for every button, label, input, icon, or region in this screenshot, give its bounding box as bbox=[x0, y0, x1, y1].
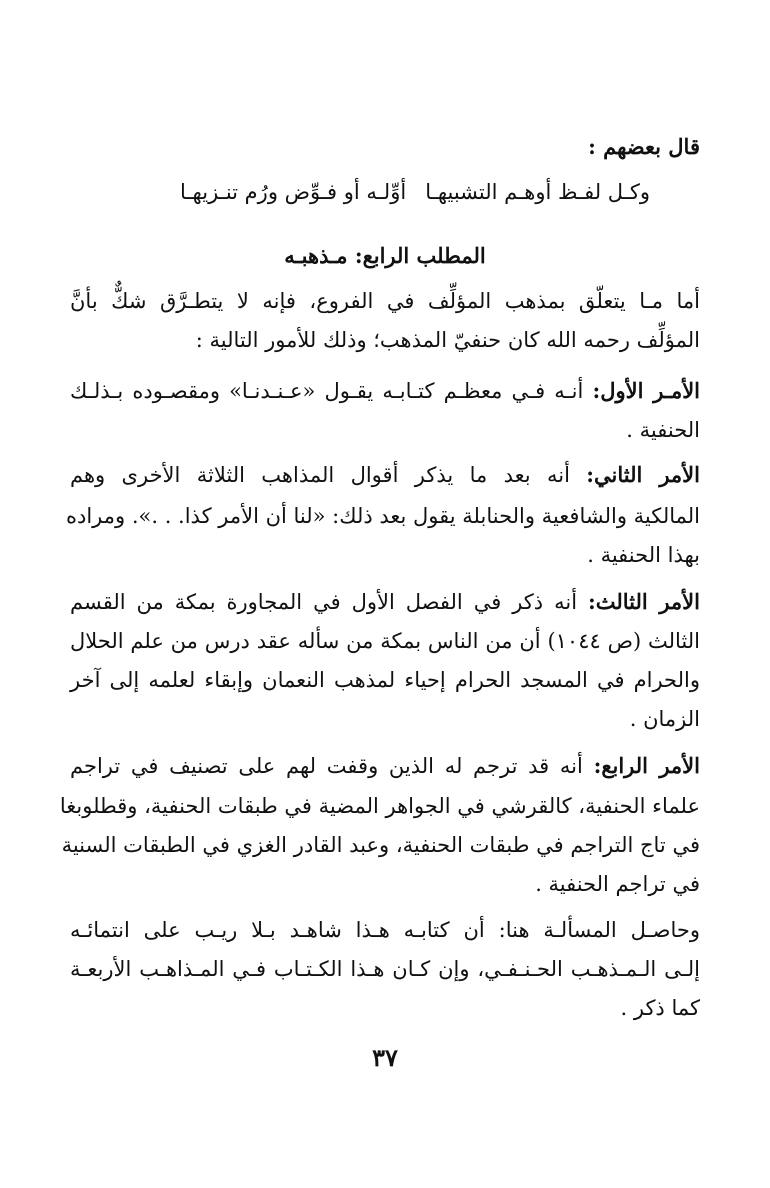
item-text: أنه قد ترجم له الذين وقفت لهم على تصنيف في تراجم bbox=[70, 754, 583, 778]
item-line: الثالث (ص ١٠٤٤) أن من الناس بمكة من سأله عقد درس من علم الحلال bbox=[70, 629, 700, 653]
item-line: الزمان . bbox=[629, 707, 700, 731]
item-line: علماء الحنفية، كالقرشي في الجواهر المضية في طبقات الحنفية، وقطلوبغا bbox=[59, 794, 700, 818]
verse-intro: قال بعضهم : bbox=[588, 134, 700, 159]
item-label: الأمر الثاني: bbox=[586, 462, 700, 487]
paragraph-line: أما مـا يتعلّق بمذهب المؤلِّف في الفروع، فإنه لا يتطـرَّق شكٌّ بأنَّ bbox=[70, 289, 700, 313]
item-line: في تاج التراجم في طبقات الحنفية، وعبد القادر الغزي في الطبقات السنية bbox=[61, 833, 700, 857]
section-title: المطلب الرابع: مـذهبـه bbox=[284, 243, 486, 268]
item-text: أنه بعد ما يذكر أقوال المذاهب الثلاثة الأخرى وهم bbox=[70, 463, 570, 487]
conclusion-line: كما ذكر . bbox=[620, 996, 700, 1020]
item-text: أنـه فـي معظـم كتـابـه يقـول «عـنـدنـا» ومقصـوده بـذلـك bbox=[70, 379, 584, 403]
item-line bbox=[70, 586, 700, 618]
item-line: والحرام في المسجد الحرام إحياء لمذهب النعمان وإبقاء لعلمه إلى آخر bbox=[70, 668, 700, 692]
item-line: الحنفية . bbox=[626, 418, 700, 442]
item-text: أنه ذكر في الفصل الأول في المجاورة بمكة من القسم bbox=[70, 590, 578, 614]
verse-second-hemistich: أوِّلـه أو فـوِّض ورُم تنـزيهـا bbox=[180, 180, 407, 204]
conclusion-line: إلـى الـمـذهـب الحـنـفـي، وإن كـان هـذا الكـتـاب فـي المـذاهـب الأربعـة bbox=[70, 957, 700, 981]
item-label: الأمر الرابع: bbox=[593, 753, 700, 778]
paragraph-line: المؤلِّف رحمه الله كان حنفيّ المذهب؛ وذلك للأمور التالية : bbox=[195, 328, 700, 352]
item-line: في تراجم الحنفية . bbox=[535, 872, 700, 896]
conclusion-line: وحاصـل المسألـة هنا: أن كتابـه هـذا شاهـد بـلا ريـب على انتمائـه bbox=[70, 918, 700, 942]
item-line bbox=[70, 459, 700, 491]
item-line: بهذا الحنفية . bbox=[587, 543, 700, 567]
item-line bbox=[70, 750, 700, 782]
item-line bbox=[70, 375, 700, 407]
page-number: ٣٧ bbox=[372, 1043, 398, 1072]
item-label: الأمر الثالث: bbox=[588, 589, 700, 614]
verse-first-hemistich: وكـل لفـظ أوهـم التشبيهـا bbox=[425, 180, 650, 204]
item-line: المالكية والشافعية والحنابلة يقول بعد ذلك: «لنا أن الأمر كذا. . .». ومراده bbox=[65, 504, 700, 528]
item-label: الأمـر الأول: bbox=[592, 378, 700, 403]
